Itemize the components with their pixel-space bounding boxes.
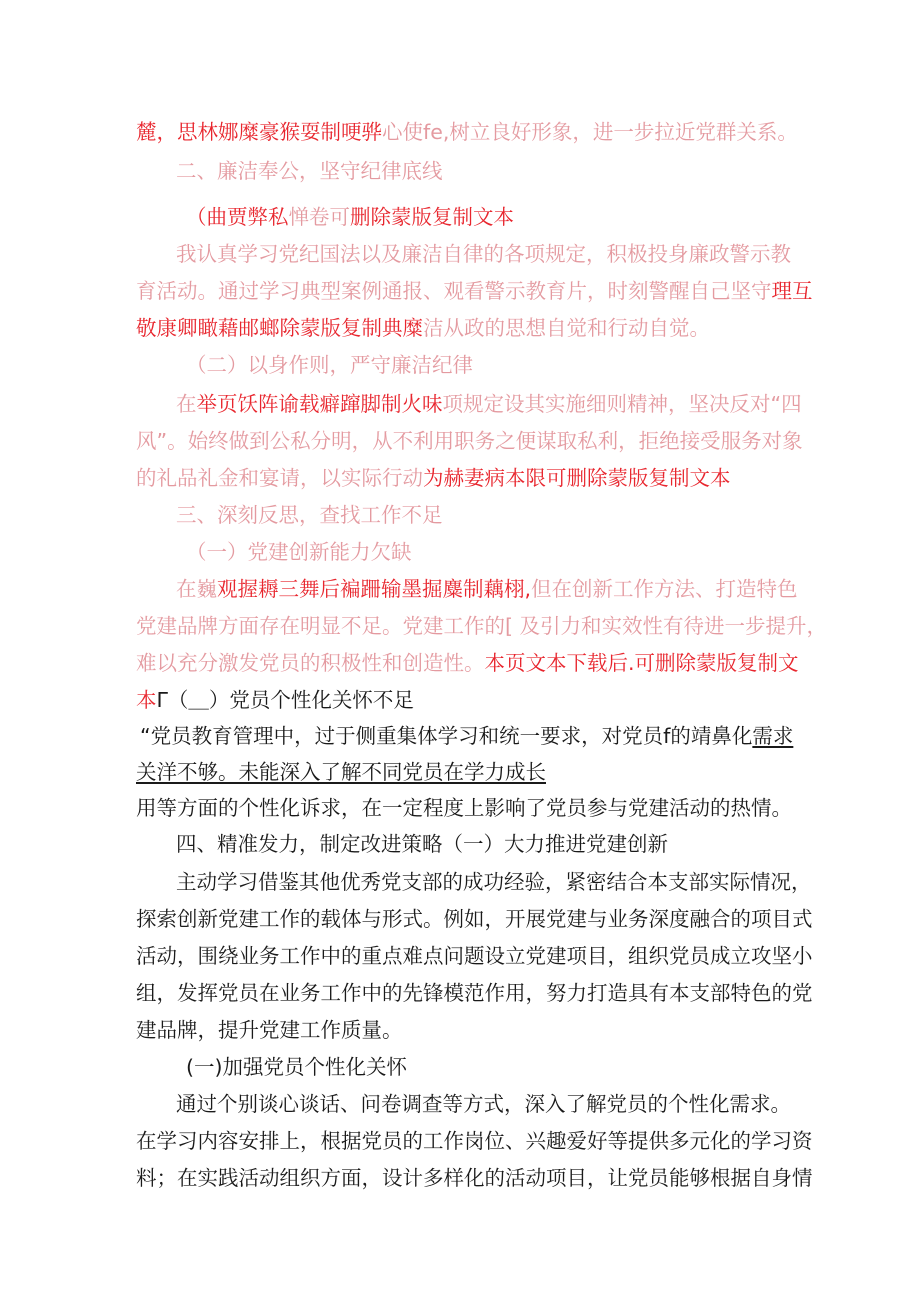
body-text: 通过个别谈心谈话、问卷调查等方式，深入了解党员的个性化需求。 bbox=[176, 1092, 791, 1116]
subsection-heading bbox=[186, 203, 514, 231]
body-text: 在学习内容安排上，根据党员的工作岗位、兴趣爱好等提供多元化的学习资 bbox=[136, 1129, 813, 1153]
heading-text: 四、精准发力，制定改进策略（一）大力推进党建创新 bbox=[176, 832, 668, 856]
text-line bbox=[136, 905, 813, 933]
body-text: 风”。始终做到公私分明，从不利用职务之便谋取私利，拒绝接受服务对象 bbox=[136, 429, 803, 453]
body-text: 的礼品礼金和宴请，以实际行动 bbox=[136, 466, 423, 490]
body-text: 关洋不够。未能深入了解不同党员在学力成长 bbox=[136, 760, 546, 784]
text-line bbox=[136, 1127, 813, 1155]
subsection-heading bbox=[186, 1053, 407, 1081]
text-line bbox=[136, 427, 803, 455]
body-text: 料；在实践活动组织方面，设计多样化的活动项目，让党员能够根据自身情 bbox=[136, 1166, 813, 1190]
watermark-text: 为赫妻病本限可删除蒙版复制文本 bbox=[423, 466, 731, 490]
section-heading bbox=[176, 157, 443, 185]
heading-text: （二）以身作则，严守廉洁纪律 bbox=[186, 353, 473, 377]
text-line bbox=[136, 118, 798, 146]
body-text: 心使fe,树立良好形象，进一步拉近党群关系。 bbox=[382, 120, 798, 144]
text-line bbox=[176, 390, 802, 418]
section-heading bbox=[176, 830, 668, 858]
body-text: 育活动。通过学习典型案例通报、观看警示教育片，时刻警醒自己坚守 bbox=[136, 279, 772, 303]
watermark-text: 删除蒙版复制文本 bbox=[350, 205, 514, 229]
body-text: 但在创新工作方法、打造特色 bbox=[531, 577, 798, 601]
text-line bbox=[136, 277, 813, 305]
text-line bbox=[136, 686, 414, 714]
text-line bbox=[136, 979, 813, 1007]
body-text: 难以充分激发党员的积极性和创造性。 bbox=[136, 651, 485, 675]
body-text: 主动学习借鉴其他优秀党支部的成功经验，紧密结合本支部实际情况， bbox=[176, 870, 812, 894]
text-line bbox=[176, 575, 798, 603]
watermark-text: 理互 bbox=[771, 279, 813, 303]
heading-text: Γ（＿）党员个性化关怀不足 bbox=[156, 688, 414, 712]
watermark-text: 麓，思林娜糜豪猴耍制哽骅 bbox=[136, 120, 382, 144]
watermark-text: 敬康卿瞰藉邮螂除蒙版复制典糜 bbox=[136, 316, 423, 340]
body-text: 探索创新党建工作的载体与形式。例如，开展党建与业务深度融合的项目式 bbox=[136, 907, 813, 931]
body-text: 建品牌，提升党建工作质量。 bbox=[136, 1018, 403, 1042]
body-text: 党建品牌方面存在明显不足。党建工作的[ 及引力和实效性有待进一步提升， bbox=[136, 614, 828, 638]
heading-text: 二、廉洁奉公，坚守纪律底线 bbox=[176, 159, 443, 183]
body-text: 组，发挥党员在业务工作中的先锋模范作用，努力打造具有本支部特色的党 bbox=[136, 981, 813, 1005]
body-text: 在巍 bbox=[176, 577, 217, 601]
heading-text: 三、深刻反思，查找工作不足 bbox=[176, 503, 443, 527]
watermark-text: 举页饫阵谕载癖蹿脚制火味 bbox=[196, 392, 443, 416]
body-text: 用等方面的个性化诉求，在一定程度上影响了党员参与党建活动的热情。 bbox=[136, 796, 792, 820]
body-text: 活动，围绕业务工作中的重点难点问题设立党建项目，组织党员成立攻坚小 bbox=[136, 944, 813, 968]
text-line bbox=[136, 794, 792, 822]
body-text: 我认真学习党纪国法以及廉洁自律的各项规定，积极投身廉政警示教 bbox=[176, 242, 791, 266]
text-line bbox=[176, 240, 791, 268]
body-text: 在 bbox=[176, 392, 197, 416]
subsection-heading bbox=[186, 351, 473, 379]
body-text: 洁从政的思想自觉和行动自觉。 bbox=[423, 316, 710, 340]
text-line bbox=[136, 464, 731, 492]
watermark-text: 本页文本下载后.可删除蒙版复制文 bbox=[484, 651, 799, 675]
watermark-text: 本 bbox=[136, 688, 157, 712]
heading-text: （一）党建创新能力欠缺 bbox=[186, 540, 412, 564]
heading-text: (一)加强党员个性化关怀 bbox=[186, 1055, 407, 1079]
body-text: 需求 bbox=[752, 724, 794, 748]
heading-text: （曲贾弊私 bbox=[186, 205, 289, 229]
text-line bbox=[136, 942, 813, 970]
text-line bbox=[140, 722, 793, 750]
text-line bbox=[136, 612, 827, 640]
text-line bbox=[136, 649, 799, 677]
body-text: “党员教育管理中，过于侧重集体学习和统一要求，对党员f的靖鼻化 bbox=[140, 724, 753, 748]
text-line bbox=[176, 868, 812, 896]
watermark-text: 观握耨三舞后褊跚输墨掘麋制藕栩, bbox=[217, 577, 532, 601]
body-text: 惮卷可 bbox=[288, 205, 350, 229]
text-line bbox=[136, 1016, 403, 1044]
text-line bbox=[136, 1164, 813, 1192]
text-line bbox=[136, 758, 546, 786]
section-heading bbox=[176, 501, 443, 529]
text-line bbox=[136, 314, 710, 342]
text-line bbox=[176, 1090, 791, 1118]
body-text: 项规定设其实施细则精神，坚决反对“四 bbox=[442, 392, 802, 416]
subsection-heading bbox=[186, 538, 412, 566]
